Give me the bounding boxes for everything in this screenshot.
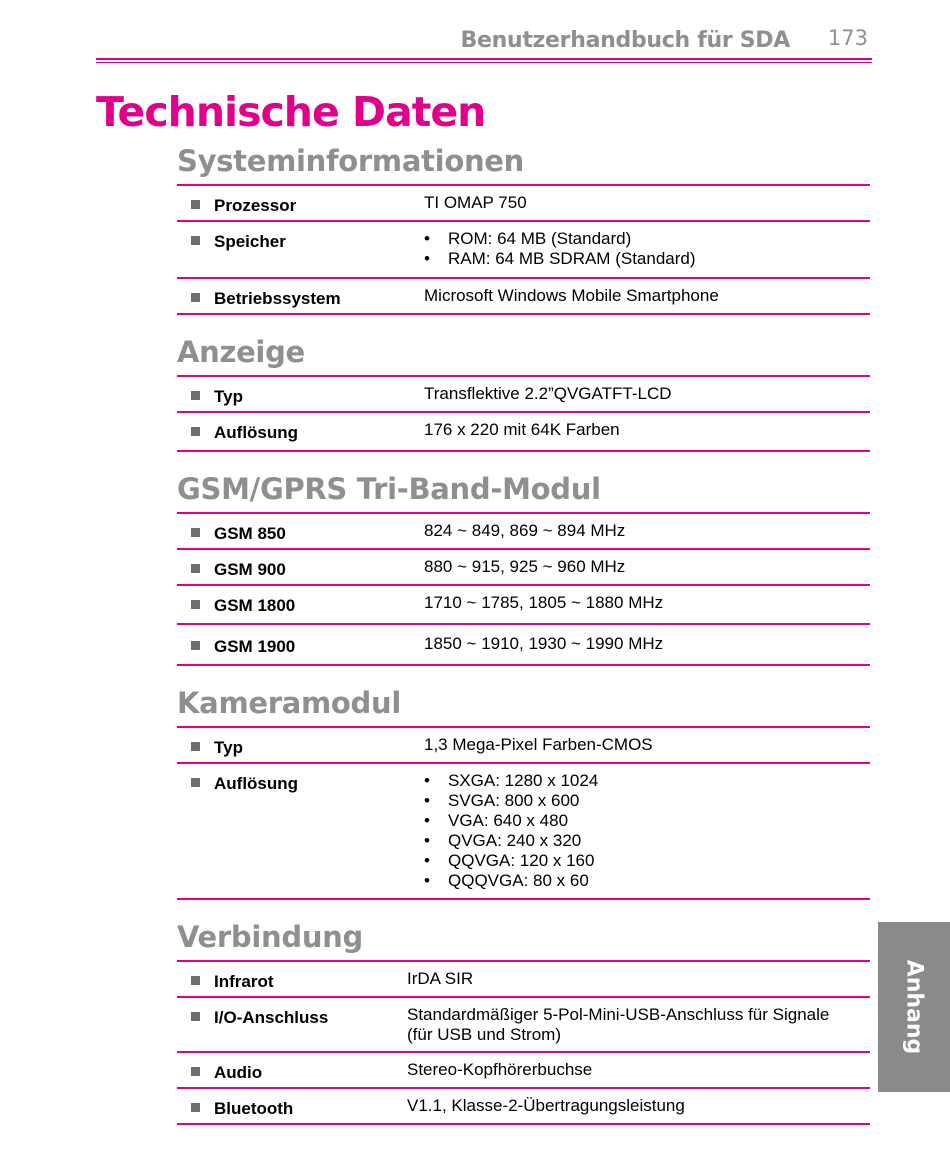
square-bullet-icon	[191, 236, 200, 245]
spec-label: Typ	[214, 738, 243, 757]
spec-value	[424, 764, 870, 898]
square-bullet-icon	[191, 528, 200, 537]
spec-label: Auflösung	[214, 423, 299, 442]
spec-value-list	[424, 229, 870, 269]
spec-row	[177, 998, 870, 1053]
spec-row	[177, 764, 870, 900]
square-bullet-icon	[191, 641, 200, 650]
spec-label: I/O-Anschluss	[214, 1008, 329, 1027]
spec-label: GSM 850	[214, 524, 286, 543]
square-bullet-icon	[191, 427, 200, 436]
spec-table-anzeige	[177, 375, 870, 452]
spec-value: 824 ~ 849, 869 ~ 894 MHz	[424, 521, 626, 540]
spec-label: Speicher	[214, 232, 286, 251]
spec-value-list	[424, 771, 870, 891]
square-bullet-icon	[191, 391, 200, 400]
spec-content	[177, 138, 870, 1125]
list-item: • QVGA: 240 x 320	[424, 831, 870, 851]
spec-row	[177, 1053, 870, 1089]
spec-row	[177, 222, 870, 279]
section-title-anzeige: Anzeige	[177, 335, 305, 369]
spec-value: 1,3 Mega-Pixel Farben-CMOS	[424, 735, 653, 754]
square-bullet-icon	[191, 600, 200, 609]
section-title-gsm-gprs: GSM/GPRS Tri-Band-Modul	[177, 472, 601, 506]
list-item: • RAM: 64 MB SDRAM (Standard)	[424, 249, 870, 269]
side-tab-label: Anhang	[901, 959, 927, 1055]
square-bullet-icon	[191, 293, 200, 302]
square-bullet-icon	[191, 564, 200, 573]
list-item: • QQQVGA: 80 x 60	[424, 871, 870, 891]
spec-value: Microsoft Windows Mobile Smartphone	[424, 286, 719, 305]
square-bullet-icon	[191, 200, 200, 209]
section-title-systeminformationen: Systeminformationen	[177, 144, 525, 178]
side-tab-anhang	[878, 922, 950, 1092]
spec-label: GSM 1800	[214, 596, 296, 615]
spec-value: TI OMAP 750	[424, 193, 527, 212]
spec-label: Infrarot	[214, 972, 274, 991]
spec-value	[424, 222, 870, 277]
spec-value: Stereo-Kopfhörerbuchse	[407, 1060, 593, 1079]
spec-value: IrDA SIR	[407, 969, 474, 988]
spec-row	[177, 962, 870, 998]
section-title-kameramodul: Kameramodul	[177, 686, 401, 720]
spec-table-verbindung	[177, 960, 870, 1125]
spec-value: 1850 ~ 1910, 1930 ~ 1990 MHz	[424, 634, 664, 653]
spec-label: Auflösung	[214, 774, 299, 793]
square-bullet-icon	[191, 742, 200, 751]
spec-row	[177, 413, 870, 452]
spec-label: Prozessor	[214, 196, 297, 215]
square-bullet-icon	[191, 1012, 200, 1021]
list-item: • SXGA: 1280 x 1024	[424, 771, 870, 791]
spec-row	[177, 279, 870, 315]
spec-value: 1710 ~ 1785, 1805 ~ 1880 MHz	[424, 593, 664, 612]
spec-table-kameramodul	[177, 726, 870, 900]
spec-table-systeminformationen	[177, 184, 870, 315]
spec-value: 176 x 220 mit 64K Farben	[424, 420, 620, 439]
spec-label: GSM 900	[214, 560, 286, 579]
spec-value: 880 ~ 915, 925 ~ 960 MHz	[424, 557, 626, 576]
section-title-verbindung: Verbindung	[177, 920, 363, 954]
spec-row	[177, 514, 870, 550]
spec-value: Standardmäßiger 5-Pol-Mini-USB-Anschluss für Signale (für USB und Strom)	[407, 1005, 830, 1044]
list-item: • ROM: 64 MB (Standard)	[424, 229, 870, 249]
spec-label: Audio	[214, 1063, 263, 1082]
spec-label: Typ	[214, 387, 243, 406]
spec-row	[177, 1089, 870, 1125]
page-number: 173	[827, 26, 868, 50]
spec-label: Bluetooth	[214, 1099, 294, 1118]
spec-value: Transflektive 2.2”QVGATFT-LCD	[424, 384, 672, 403]
spec-label: GSM 1900	[214, 637, 296, 656]
spec-table-gsm-gprs	[177, 512, 870, 666]
spec-label: Betriebssystem	[214, 289, 341, 308]
square-bullet-icon	[191, 1067, 200, 1076]
list-item: • QQVGA: 120 x 160	[424, 851, 870, 871]
spec-row	[177, 186, 870, 222]
spec-value: V1.1, Klasse-2-Übertragungsleistung	[407, 1096, 685, 1115]
spec-row	[177, 728, 870, 764]
list-item: • SVGA: 800 x 600	[424, 791, 870, 811]
spec-row	[177, 586, 870, 625]
square-bullet-icon	[191, 1103, 200, 1112]
spec-row	[177, 550, 870, 586]
page-title: Technische Daten	[96, 88, 486, 136]
spec-row	[177, 625, 870, 666]
header-divider-thin	[96, 62, 872, 63]
list-item: • VGA: 640 x 480	[424, 811, 870, 831]
square-bullet-icon	[191, 778, 200, 787]
header-divider	[96, 58, 872, 60]
header-title: Benutzerhandbuch für SDA	[460, 28, 790, 53]
square-bullet-icon	[191, 976, 200, 985]
spec-row	[177, 377, 870, 413]
